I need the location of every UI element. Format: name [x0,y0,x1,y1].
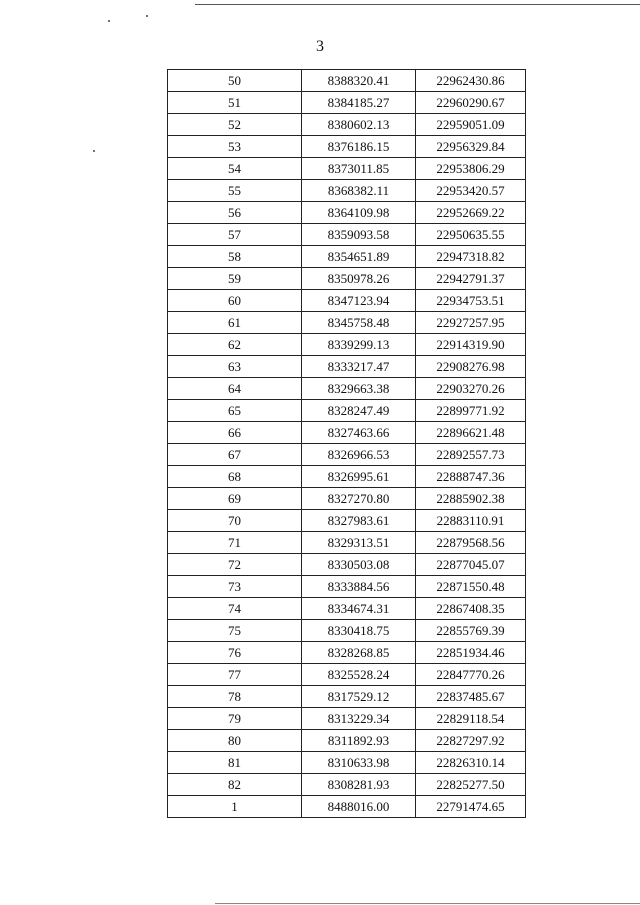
table-row [168,114,526,136]
point-number-cell: 73 [168,576,302,598]
y-coordinate-cell: 22947318.82 [416,246,526,268]
table-row [168,510,526,532]
x-coordinate-cell: 8384185.27 [302,92,416,114]
y-coordinate-cell: 22927257.95 [416,312,526,334]
y-coordinate-cell: 22829118.54 [416,708,526,730]
y-coordinate-cell: 22950635.55 [416,224,526,246]
x-coordinate-cell: 8339299.13 [302,334,416,356]
table-row [168,488,526,510]
table-row [168,92,526,114]
x-coordinate-cell: 8380602.13 [302,114,416,136]
point-number-cell: 56 [168,202,302,224]
coordinates-table-body [168,70,526,818]
x-coordinate-cell: 8354651.89 [302,246,416,268]
table-row [168,664,526,686]
x-coordinate-cell: 8313229.34 [302,708,416,730]
y-coordinate-cell: 22934753.51 [416,290,526,312]
table-row [168,796,526,818]
table-row [168,708,526,730]
point-number-cell: 68 [168,466,302,488]
x-coordinate-cell: 8329313.51 [302,532,416,554]
y-coordinate-cell: 22953420.57 [416,180,526,202]
point-number-cell: 57 [168,224,302,246]
y-coordinate-cell: 22953806.29 [416,158,526,180]
x-coordinate-cell: 8330503.08 [302,554,416,576]
point-number-cell: 82 [168,774,302,796]
x-coordinate-cell: 8359093.58 [302,224,416,246]
y-coordinate-cell: 22879568.56 [416,532,526,554]
point-number-cell: 54 [168,158,302,180]
page-number: 3 [316,38,324,55]
point-number-cell: 69 [168,488,302,510]
table-row [168,576,526,598]
x-coordinate-cell: 8364109.98 [302,202,416,224]
scan-speck [108,20,110,22]
point-number-cell: 65 [168,400,302,422]
x-coordinate-cell: 8325528.24 [302,664,416,686]
point-number-cell: 77 [168,664,302,686]
y-coordinate-cell: 22883110.91 [416,510,526,532]
y-coordinate-cell: 22825277.50 [416,774,526,796]
table-row [168,444,526,466]
table-row [168,422,526,444]
table-row [168,620,526,642]
point-number-cell: 78 [168,686,302,708]
point-number-cell: 64 [168,378,302,400]
point-number-cell: 59 [168,268,302,290]
bottom-edge-rule [215,903,640,904]
y-coordinate-cell: 22914319.90 [416,334,526,356]
y-coordinate-cell: 22908276.98 [416,356,526,378]
x-coordinate-cell: 8311892.93 [302,730,416,752]
y-coordinate-cell: 22962430.86 [416,70,526,92]
y-coordinate-cell: 22960290.67 [416,92,526,114]
x-coordinate-cell: 8388320.41 [302,70,416,92]
y-coordinate-cell: 22885902.38 [416,488,526,510]
top-edge-rule [195,4,640,5]
y-coordinate-cell: 22851934.46 [416,642,526,664]
x-coordinate-cell: 8488016.00 [302,796,416,818]
table-row [168,180,526,202]
table-row [168,642,526,664]
point-number-cell: 51 [168,92,302,114]
y-coordinate-cell: 22877045.07 [416,554,526,576]
point-number-cell: 55 [168,180,302,202]
table-row [168,136,526,158]
table-row [168,598,526,620]
x-coordinate-cell: 8310633.98 [302,752,416,774]
table-row [168,290,526,312]
y-coordinate-cell: 22871550.48 [416,576,526,598]
table-row [168,202,526,224]
table-row [168,554,526,576]
y-coordinate-cell: 22888747.36 [416,466,526,488]
x-coordinate-cell: 8345758.48 [302,312,416,334]
x-coordinate-cell: 8350978.26 [302,268,416,290]
x-coordinate-cell: 8329663.38 [302,378,416,400]
point-number-cell: 67 [168,444,302,466]
x-coordinate-cell: 8333884.56 [302,576,416,598]
point-number-cell: 60 [168,290,302,312]
point-number-cell: 52 [168,114,302,136]
y-coordinate-cell: 22791474.65 [416,796,526,818]
y-coordinate-cell: 22899771.92 [416,400,526,422]
x-coordinate-cell: 8327983.61 [302,510,416,532]
table-row [168,752,526,774]
x-coordinate-cell: 8347123.94 [302,290,416,312]
point-number-cell: 53 [168,136,302,158]
table-row [168,246,526,268]
y-coordinate-cell: 22855769.39 [416,620,526,642]
point-number-cell: 63 [168,356,302,378]
y-coordinate-cell: 22903270.26 [416,378,526,400]
point-number-cell: 75 [168,620,302,642]
x-coordinate-cell: 8326995.61 [302,466,416,488]
table-row [168,400,526,422]
table-row [168,356,526,378]
point-number-cell: 76 [168,642,302,664]
x-coordinate-cell: 8328268.85 [302,642,416,664]
table-row [168,378,526,400]
point-number-cell: 81 [168,752,302,774]
y-coordinate-cell: 22837485.67 [416,686,526,708]
table-row [168,158,526,180]
point-number-cell: 80 [168,730,302,752]
x-coordinate-cell: 8327270.80 [302,488,416,510]
table-row [168,466,526,488]
table-row [168,532,526,554]
x-coordinate-cell: 8317529.12 [302,686,416,708]
x-coordinate-cell: 8368382.11 [302,180,416,202]
table-row [168,334,526,356]
point-number-cell: 70 [168,510,302,532]
point-number-cell: 50 [168,70,302,92]
point-number-cell: 61 [168,312,302,334]
coordinates-table [167,69,526,818]
table-row [168,686,526,708]
table-row [168,70,526,92]
point-number-cell: 72 [168,554,302,576]
table-row [168,312,526,334]
x-coordinate-cell: 8327463.66 [302,422,416,444]
point-number-cell: 62 [168,334,302,356]
y-coordinate-cell: 22956329.84 [416,136,526,158]
x-coordinate-cell: 8333217.47 [302,356,416,378]
table-row [168,268,526,290]
x-coordinate-cell: 8373011.85 [302,158,416,180]
table-row [168,730,526,752]
scan-speck [146,15,148,17]
y-coordinate-cell: 22867408.35 [416,598,526,620]
y-coordinate-cell: 22827297.92 [416,730,526,752]
y-coordinate-cell: 22952669.22 [416,202,526,224]
point-number-cell: 74 [168,598,302,620]
point-number-cell: 58 [168,246,302,268]
y-coordinate-cell: 22847770.26 [416,664,526,686]
y-coordinate-cell: 22826310.14 [416,752,526,774]
point-number-cell: 1 [168,796,302,818]
y-coordinate-cell: 22959051.09 [416,114,526,136]
x-coordinate-cell: 8376186.15 [302,136,416,158]
x-coordinate-cell: 8308281.93 [302,774,416,796]
point-number-cell: 79 [168,708,302,730]
x-coordinate-cell: 8328247.49 [302,400,416,422]
y-coordinate-cell: 22892557.73 [416,444,526,466]
point-number-cell: 71 [168,532,302,554]
x-coordinate-cell: 8330418.75 [302,620,416,642]
x-coordinate-cell: 8326966.53 [302,444,416,466]
y-coordinate-cell: 22896621.48 [416,422,526,444]
point-number-cell: 66 [168,422,302,444]
x-coordinate-cell: 8334674.31 [302,598,416,620]
y-coordinate-cell: 22942791.37 [416,268,526,290]
table-row [168,774,526,796]
scan-speck [93,150,95,152]
table-row [168,224,526,246]
